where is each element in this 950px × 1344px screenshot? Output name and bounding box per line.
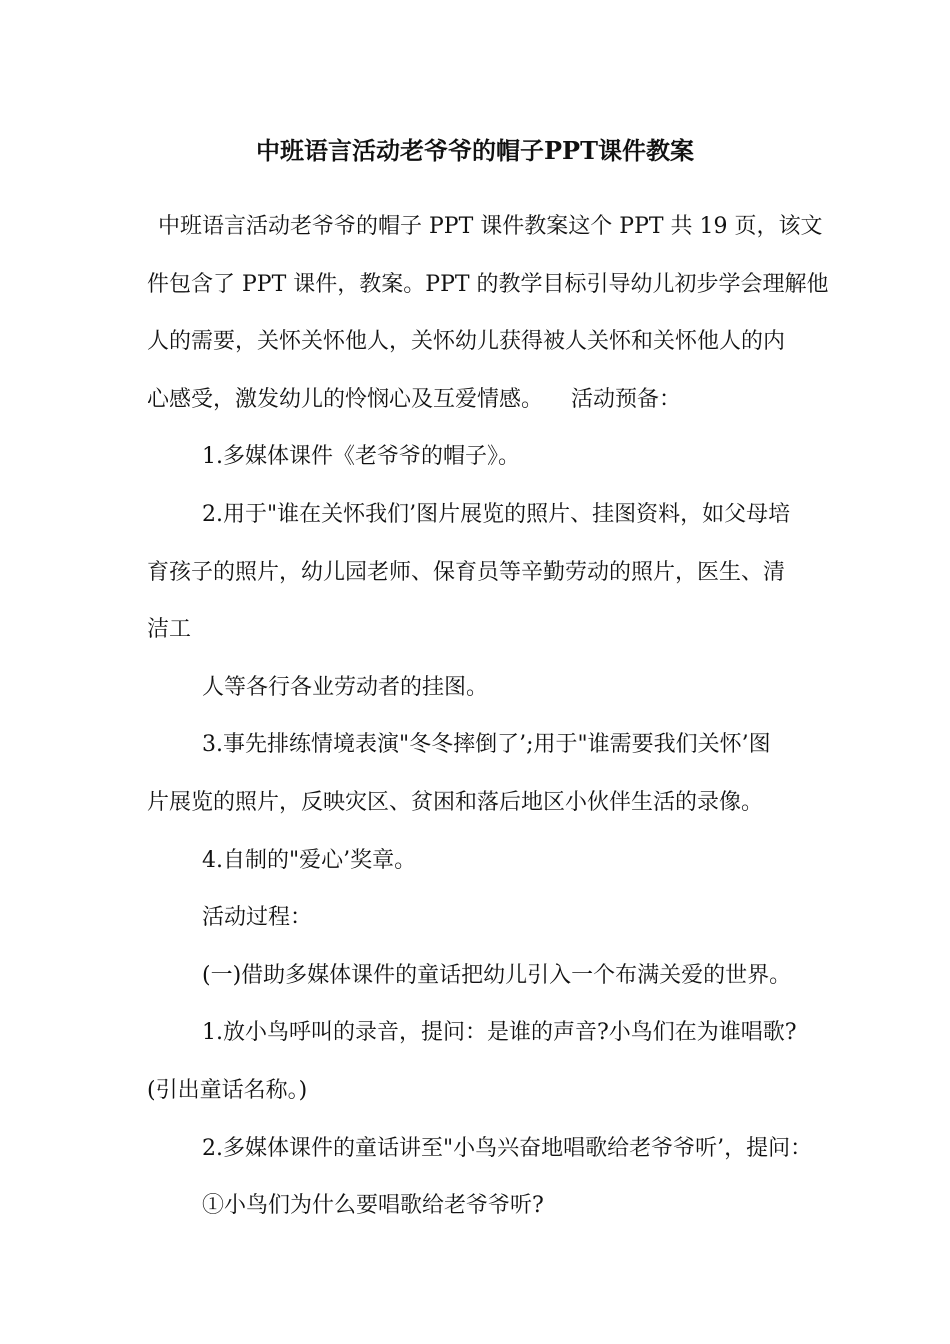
paragraph-line: ①小鸟们为什么要唱歌给老爷爷听? [202, 1193, 544, 1219]
paragraph-line: 2.多媒体课件的童话讲至"小鸟兴奋地唱歌给老爷爷听’，提问： [202, 1135, 813, 1161]
paragraph-line: 心感受，激发幼儿的怜悯心及互爱情感。 活动预备： [147, 386, 681, 412]
paragraph-line: 育孩子的照片，幼儿园老师、保育员等辛勤劳动的照片，医生、清 [147, 559, 786, 585]
paragraph-line: 件包含了 PPT 课件，教案。PPT 的教学目标引导幼儿初步学会理解他 [147, 271, 829, 297]
document-body [147, 198, 829, 1235]
paragraph-line: 3.事先排练情境表演"冬冬摔倒了’;用于"谁需要我们关怀’图 [202, 732, 771, 758]
document-title: 中班语言活动老爷爷的帽子PPT课件教案 [256, 136, 694, 165]
paragraph-line: 人等各行各业劳动者的挂图。 [202, 674, 489, 700]
paragraph-line: 片展览的照片，反映灾区、贫困和落后地区小伙伴生活的录像。 [147, 789, 764, 815]
paragraph-line: 1.多媒体课件《老爷爷的帽子》。 [202, 444, 520, 470]
paragraph-line: 人的需要，关怀关怀他人，关怀幼儿获得被人关怀和关怀他人的内 [147, 329, 786, 355]
paragraph-line: (引出童话名称。) [147, 1077, 308, 1103]
paragraph-line: 4.自制的"爱心’奖章。 [202, 847, 417, 873]
paragraph-line: 活动过程： [202, 905, 313, 931]
paragraph-line: 洁工 [147, 617, 192, 643]
paragraph-line: (一)借助多媒体课件的童话把幼儿引入一个布满关爱的世界。 [202, 962, 792, 988]
paragraph-line: 2.用于"谁在关怀我们’图片展览的照片、挂图资料，如父母培 [202, 501, 791, 527]
paragraph-line: 中班语言活动老爷爷的帽子 PPT 课件教案这个 PPT 共 19 页，该文 [158, 214, 823, 239]
paragraph-line: 1.放小鸟呼叫的录音，提问：是谁的声音?小鸟们在为谁唱歌? [202, 1020, 797, 1046]
